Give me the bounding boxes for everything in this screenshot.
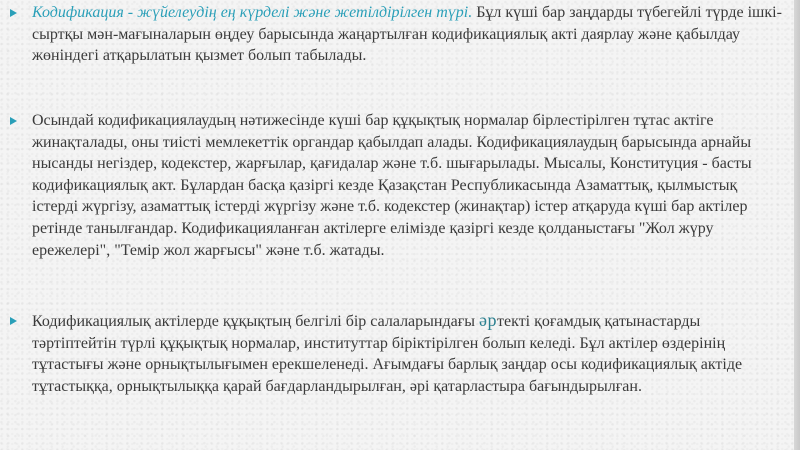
triangle-right-icon: [10, 9, 17, 17]
paragraph-1-text: [32, 2, 782, 67]
paragraph-3-emphasis: әр: [479, 310, 498, 330]
paragraph-3-before: Кодификациялық актілерде құқықтың белгілі бір салаларындағы: [32, 313, 480, 330]
paragraph-1-body: Бұл күші бар заңдарды түбегейлі түрде ішкі-сыртқы мән-мағыналарын өңдеу барысында жаңартылған кодификациялық акті даярлау және қабылдау жөніндегі атқарылатын қызмет болып табылады.: [32, 4, 782, 65]
paragraph-3-after: текті қоғамдық қатынастарды тәртіптейтін түрлі құқықтық нормалар, институттар біріктірілген болып келеді. Бұл актілер өздерінің тұтастығы және орнықтылығымен ерекшеленеді. Ағымдағы барлық заңдар осы кодификациялық актіде тұтастыққа, орнықтылыққа қарай бағдарландырылған, әрі қатарластыра бағындырылған.: [32, 313, 743, 395]
triangle-right-icon: [10, 117, 17, 125]
triangle-right-icon: [10, 317, 17, 325]
paragraph-2: [10, 110, 782, 261]
paragraph-1: [10, 2, 782, 67]
slide-edge-band: [794, 0, 800, 450]
paragraph-2-body: Осындай кодификациялаудың нәтижесінде күші бар құқықтық нормалар бірлестірілген тұтас актіге жинақталады, оны тиісті мемлекеттік органдар қабылдап алады. Кодификациялаудың барысында арнайы нысанды негіздер, кодекстер, жарғылар, қағидалар және т.б. шығарылады. Мысалы, Конституция - басты кодификациялық акт. Бұлардан басқа қазіргі кезде Қазақстан Республикасында Азаматтық, қылмыстық істерді жүргізу, азаматтық істерді жүргізу және т.б. кодекстер (жинақтар) істер атқаруда күші бар актілер ретінде танылғандар. Кодификацияланған актілерге елімізде қазіргі кезде қолданыстағы "Жол жүру ережелері", "Темір жол жарғысы" және т.б. жатады.: [32, 112, 752, 259]
paragraph-1-accent: Кодификация - жүйелеудің ең күрделі және жетілдірілген түрі.: [32, 4, 473, 21]
paragraph-3-text: [32, 310, 782, 397]
paragraph-3: [10, 310, 782, 397]
